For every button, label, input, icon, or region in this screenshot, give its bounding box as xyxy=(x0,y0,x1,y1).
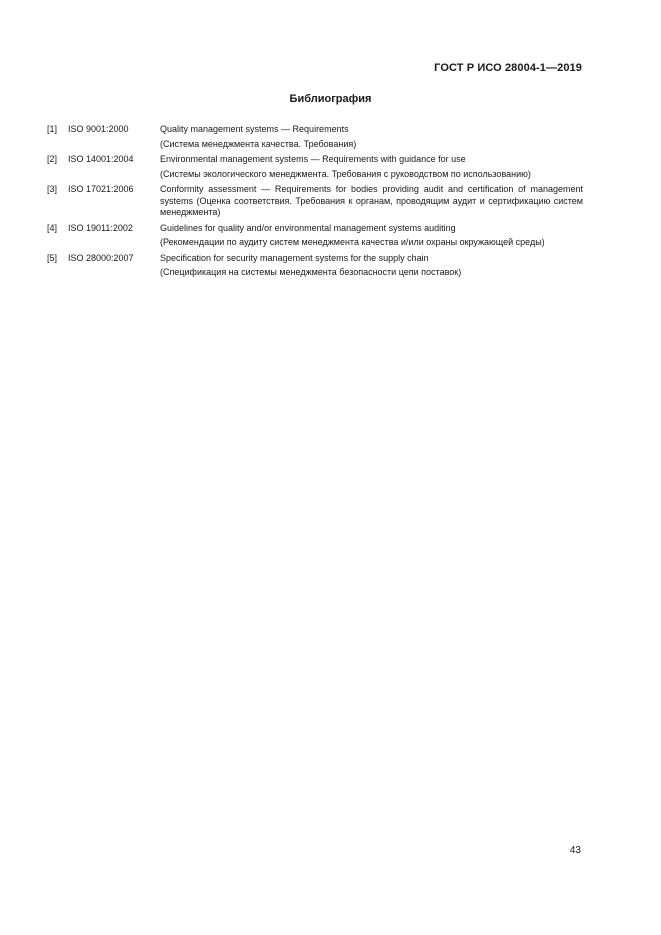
entry-title: Environmental management systems — Requirements with guidance for use xyxy=(160,154,466,164)
entry-title: Guidelines for quality and/or environmental management systems auditing xyxy=(160,222,456,233)
entry-translation: (Системы экологического менеджмента. Требования с руководством по использованию) xyxy=(160,168,531,179)
entry-text xyxy=(160,124,583,150)
entry-standard-code: ISO 19011:2002 xyxy=(68,222,133,233)
entry-number: [4] xyxy=(47,222,58,233)
entry-translation: (Рекомендации по аудиту систем менеджмента качества и/или охраны окружающей среды) xyxy=(160,237,545,247)
entry-standard-code: ISO 9001:2000 xyxy=(68,124,129,134)
standard-header: ГОСТ Р ИСО 28004-1—2019 xyxy=(434,62,582,74)
bibliography-heading: Библиография xyxy=(289,93,372,105)
bibliography-entry xyxy=(47,154,583,180)
bibliography-entry xyxy=(47,184,583,219)
entry-title: Specification for security management systems for the supply chain xyxy=(160,252,429,263)
bibliography-list xyxy=(47,124,583,283)
entry-title: Quality management systems — Requirements xyxy=(160,124,349,134)
entry-title: Conformity assessment — Requirements for bodies providing audit and certification of management systems (Оценка соответствия. Требования к органам, проводящим аудит и сертификацию систем менеджмента) xyxy=(160,184,583,217)
entry-text xyxy=(160,223,583,249)
entry-standard-code: ISO 28000:2007 xyxy=(68,252,134,263)
entry-number: [5] xyxy=(47,252,58,263)
entry-translation: (Система менеджмента качества. Требования) xyxy=(160,138,357,149)
entry-text xyxy=(160,253,583,279)
entry-number: [3] xyxy=(47,184,58,194)
entry-standard-code: ISO 14001:2004 xyxy=(68,154,134,164)
page-number: 43 xyxy=(569,845,581,856)
bibliography-entry xyxy=(47,124,583,150)
entry-translation: (Спецификация на системы менеджмента безопасности цепи поставок) xyxy=(160,267,462,277)
entry-text xyxy=(160,184,583,219)
bibliography-entry xyxy=(47,223,583,249)
entry-number: [2] xyxy=(47,154,58,164)
bibliography-entry xyxy=(47,253,583,279)
entry-standard-code: ISO 17021:2006 xyxy=(68,184,134,194)
entry-text xyxy=(160,154,583,180)
entry-number: [1] xyxy=(47,124,58,134)
